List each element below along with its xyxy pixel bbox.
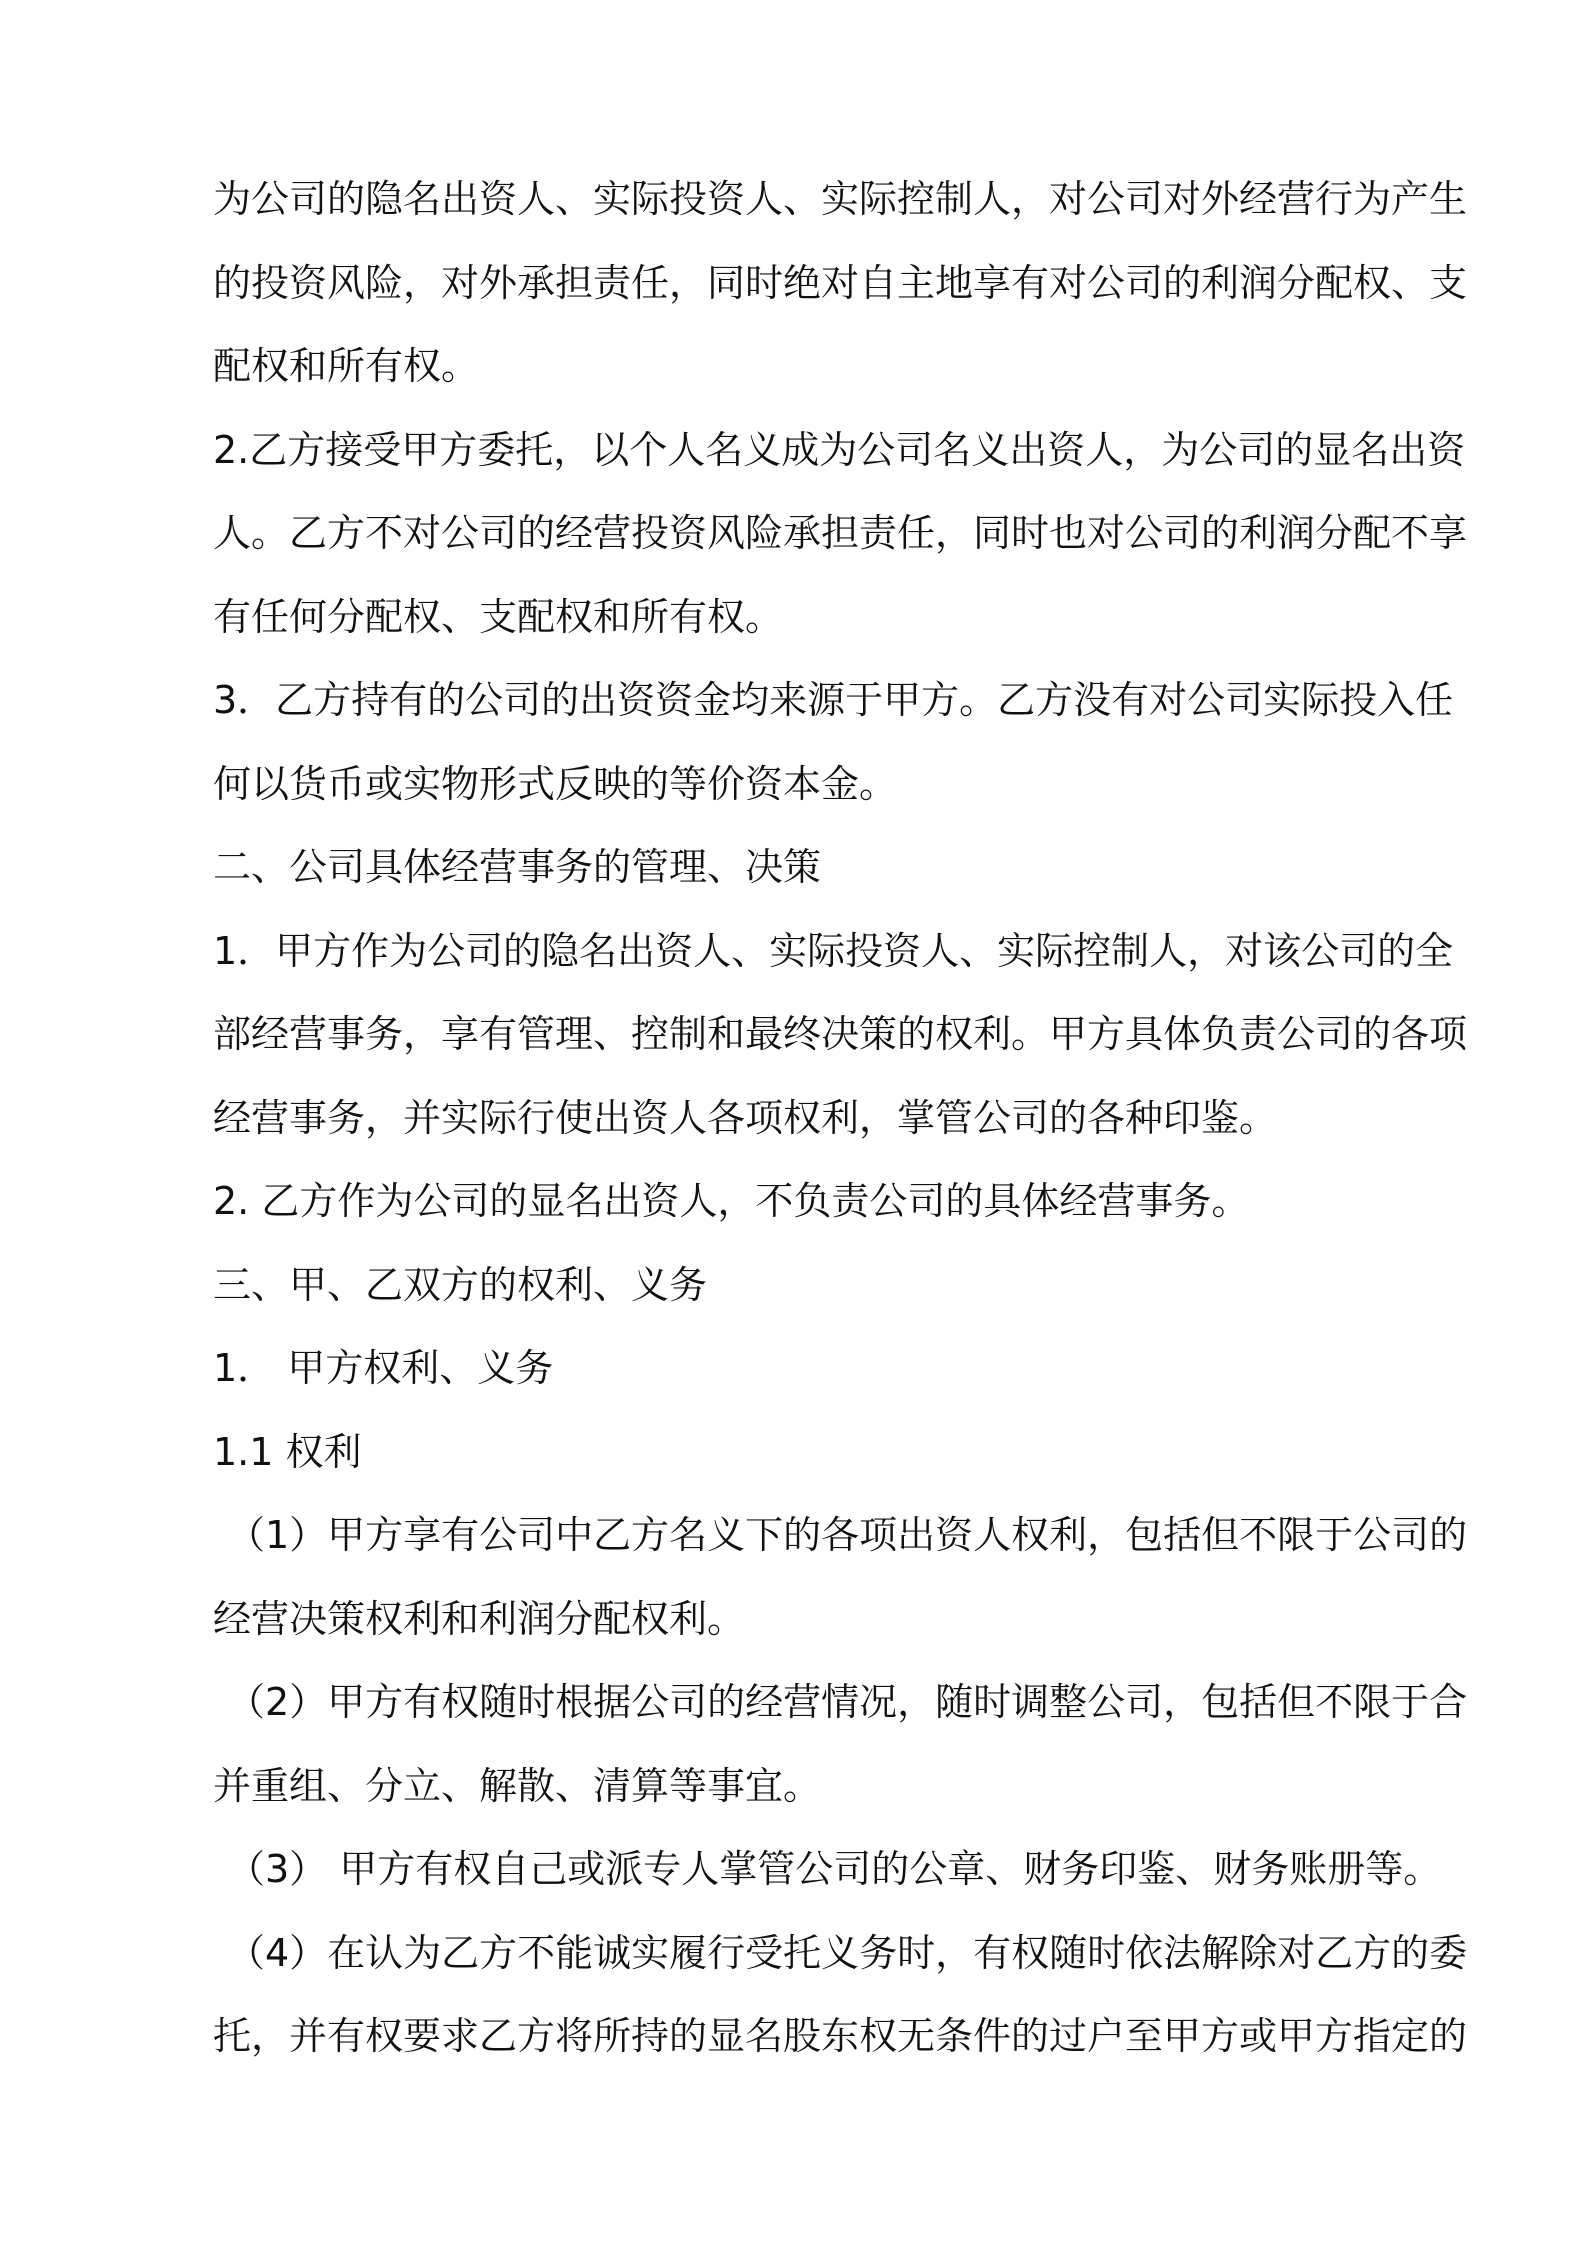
subsection-heading: 1． 甲方权利、义务 xyxy=(213,1346,554,1390)
text-line: 1．甲方作为公司的隐名出资人、实际投资人、实际控制人，对该公司的全 xyxy=(213,928,1454,973)
text-line: 何以货币或实物形式反映的等价资本金。 xyxy=(213,761,898,806)
text-line: （1）甲方享有公司中乙方名义下的各项出资人权利，包括但不限于公司的 xyxy=(227,1513,1468,1557)
text-line: 部经营事务，享有管理、控制和最终决策的权利。甲方具体负责公司的各项 xyxy=(213,1012,1468,1056)
text-line: 为公司的隐名出资人、实际投资人、实际控制人，对公司对外经营行为产生 xyxy=(213,177,1468,221)
text-line: 经营决策权利和利润分配权利。 xyxy=(213,1596,746,1641)
document-body xyxy=(213,158,1468,2079)
text-line: 配权和所有权。 xyxy=(213,344,480,388)
text-line: （2）甲方有权随时根据公司的经营情况，随时调整公司，包括但不限于合 xyxy=(227,1680,1468,1724)
text-line: 3．乙方持有的公司的出资资金均来源于甲方。乙方没有对公司实际投入任 xyxy=(213,678,1454,722)
text-line: （3） 甲方有权自己或派专人掌管公司的公章、财务印鉴、财务账册等。 xyxy=(227,1847,1442,1891)
subsection-heading: 1.1 权利 xyxy=(213,1429,362,1474)
section-heading: 二、公司具体经营事务的管理、决策 xyxy=(213,845,822,889)
text-line: 2.乙方接受甲方委托，以个人名义成为公司名义出资人，为公司的显名出资 xyxy=(213,427,1466,472)
text-line: 的投资风险，对外承担责任，同时绝对自主地享有对公司的利润分配权、支 xyxy=(213,260,1468,305)
text-line: 人。乙方不对公司的经营投资风险承担责任，同时也对公司的利润分配不享 xyxy=(213,511,1468,555)
text-line: 有任何分配权、支配权和所有权。 xyxy=(213,594,784,639)
text-line: 经营事务，并实际行使出资人各项权利，掌管公司的各种印鉴。 xyxy=(213,1095,1278,1140)
text-line: （4）在认为乙方不能诚实履行受托义务时，有权随时依法解除对乙方的委 xyxy=(227,1930,1468,1975)
text-line: 2. 乙方作为公司的显名出资人，不负责公司的具体经营事务。 xyxy=(213,1179,1250,1223)
section-heading: 三、甲、乙双方的权利、义务 xyxy=(213,1262,708,1307)
text-line: 并重组、分立、解散、清算等事宜。 xyxy=(213,1763,822,1808)
text-line: 托，并有权要求乙方将所持的显名股东权无条件的过户至甲方或甲方指定的 xyxy=(213,2014,1468,2058)
